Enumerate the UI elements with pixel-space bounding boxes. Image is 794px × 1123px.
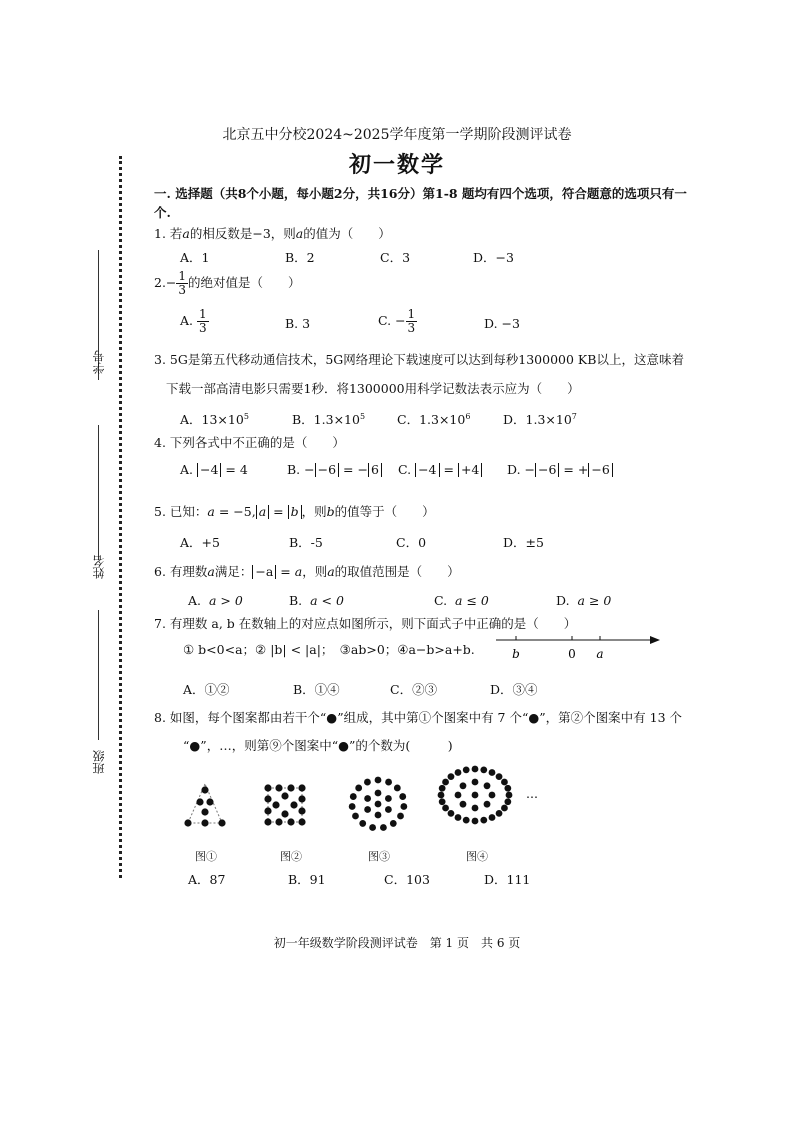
pattern-2 <box>264 784 305 825</box>
q8-option-a[interactable]: A．87 <box>188 872 226 887</box>
pattern-dot <box>439 798 446 805</box>
pattern-dot <box>400 803 407 810</box>
pattern-dot <box>201 819 208 826</box>
q3-a-base: A．13×10 <box>180 412 244 427</box>
q5-option-d[interactable]: D．±5 <box>503 535 544 550</box>
q1-option-d[interactable]: D．−3 <box>473 250 514 265</box>
pattern-dot <box>298 818 305 825</box>
q2-option-b[interactable]: B. 3 <box>285 316 311 331</box>
pattern-dot <box>399 793 406 800</box>
q2-c-den: 3 <box>407 321 416 335</box>
student-id-label: 学号 <box>92 350 106 374</box>
class-field[interactable] <box>60 610 120 785</box>
q3-d-exp: 7 <box>571 411 577 421</box>
q4-option-a[interactable] <box>180 462 248 477</box>
pattern-dot <box>489 792 496 799</box>
q1-var: a <box>182 226 190 241</box>
pattern-dot <box>298 784 305 791</box>
q4-a-label: A. <box>180 462 194 477</box>
pattern-dot <box>489 814 496 821</box>
question-3-line2: 下载一部高清电影只需要1秒．将1300000用科学记数法表示应为（ ） <box>166 381 580 396</box>
q3-d-base: D．1.3×10 <box>503 412 572 427</box>
q1-var2: a <box>295 226 304 241</box>
q3-option-d[interactable] <box>503 410 577 428</box>
q1-text-c: 的值为（ ） <box>303 226 391 241</box>
q4-d-abs2: −6 <box>588 463 612 477</box>
q4-a-rest: = 4 <box>221 462 248 477</box>
q2-suffix: 的绝对值是（ ） <box>188 275 301 290</box>
question-4-stem: 4. 下列各式中不正确的是（ ） <box>154 435 345 450</box>
pattern-dot <box>375 801 382 808</box>
pattern-dot <box>184 819 191 826</box>
q4-d-pre: − <box>520 462 536 477</box>
q4-c-abs1: −4 <box>415 463 439 477</box>
q5-var-a: a <box>207 504 215 519</box>
q4-d-abs1: −6 <box>535 463 559 477</box>
pattern-1 <box>184 784 225 827</box>
q4-a-abs: −4 <box>197 463 221 477</box>
q6-text-b: 满足： <box>214 564 253 579</box>
pattern-dot <box>364 806 371 813</box>
q6-c-label: C. <box>434 593 448 608</box>
q5-abs-b-var: b <box>290 504 299 519</box>
question-3-line1: 3. 5G是第五代移动通信技术，5G网络理论下载速度可以达到每秒1300000 KB以上，这意味着 <box>154 352 684 367</box>
q5-text-c: 的值等于（ ） <box>334 504 435 519</box>
pattern-dot <box>448 773 455 780</box>
pattern-dot <box>489 769 496 776</box>
q6-d-label: D. <box>556 593 570 608</box>
q2-fraction <box>176 270 188 297</box>
pattern-dot <box>496 810 503 817</box>
pattern-dot <box>201 808 208 815</box>
caption-fig-2: 图② <box>280 850 302 863</box>
q2-option-c[interactable] <box>378 308 417 335</box>
q6-var3: a <box>327 564 335 579</box>
pattern-dot <box>504 798 511 805</box>
q5-text-b: ，则 <box>301 504 327 519</box>
label-a: a <box>596 647 604 661</box>
pattern-dot <box>480 766 487 773</box>
q4-b-mid: = − <box>339 462 368 477</box>
q6-option-a[interactable] <box>188 593 243 608</box>
q4-option-c[interactable] <box>398 462 482 477</box>
q1-option-a[interactable]: A．1 <box>180 250 210 265</box>
q3-b-exp: 5 <box>359 411 366 421</box>
q3-option-b[interactable] <box>292 410 365 428</box>
q6-var: a <box>207 564 215 579</box>
pattern-3-dots <box>349 777 408 831</box>
q6-a-expr: a > 0 <box>208 593 243 608</box>
q2-c-fraction <box>406 308 418 335</box>
pattern-dot <box>281 810 288 817</box>
pattern-dot <box>448 810 455 817</box>
q5-text-a: 5. 已知： <box>154 504 208 519</box>
pattern-dot <box>298 807 305 814</box>
pattern-dot <box>460 801 467 808</box>
q3-a-exp: 5 <box>243 411 249 421</box>
pattern-dot <box>218 819 225 826</box>
q3-b-base: B．1.3×10 <box>292 412 360 427</box>
pattern-dot <box>385 779 392 786</box>
pattern-ellipsis: … <box>526 787 538 801</box>
q4-b-abs1: −6 <box>315 463 339 477</box>
number-line-arrow <box>650 636 660 644</box>
caption-fig-1: 图① <box>195 850 217 863</box>
q3-option-c[interactable] <box>397 410 470 428</box>
q6-c-expr: a ≤ 0 <box>455 593 489 608</box>
q2-den: 3 <box>178 283 187 297</box>
pattern-dot <box>397 813 404 820</box>
q6-abs: −a <box>252 565 276 579</box>
q6-option-b[interactable] <box>289 593 344 608</box>
pattern-dot <box>275 818 282 825</box>
pattern-dot <box>385 806 392 813</box>
q5-var-b: b <box>326 504 335 519</box>
q3-c-exp: 6 <box>465 411 471 421</box>
q7-option-a[interactable]: A．①② <box>183 682 230 697</box>
pattern-1-dots <box>184 786 225 826</box>
pattern-dot <box>455 814 462 821</box>
q6-text-d: 的取值范围是（ ） <box>334 564 460 579</box>
pattern-dot <box>275 784 282 791</box>
q6-text-c: ，则 <box>302 564 328 579</box>
pattern-dot <box>375 790 382 797</box>
pattern-2-dots <box>264 784 305 825</box>
pattern-dot <box>201 786 208 793</box>
pattern-dot <box>359 820 366 827</box>
pattern-dot <box>375 812 382 819</box>
number-line-figure <box>494 630 664 664</box>
question-7-stem: 7. 有理数 a, b 在数轴上的对应点如图所示，则下面式子中正确的是（ ） <box>154 616 577 631</box>
q4-c-label: C. <box>398 462 412 477</box>
q4-option-d[interactable] <box>507 462 613 477</box>
q5-option-a[interactable]: A．+5 <box>180 535 220 550</box>
pattern-dot <box>287 818 294 825</box>
q2-a-fraction <box>197 308 209 335</box>
question-1-stem <box>154 224 391 242</box>
class-line[interactable] <box>98 610 99 740</box>
pattern-dot <box>264 795 271 802</box>
q5-option-c[interactable]: C．0 <box>396 535 427 550</box>
question-7-statements: ① b<0<a；② |b| < |a|； ③ab>0；④a−b>a+b. <box>183 642 475 657</box>
pattern-dot <box>496 773 503 780</box>
q6-b-label: B. <box>289 593 303 608</box>
pattern-dot <box>375 777 382 784</box>
question-5-stem <box>154 502 435 520</box>
pattern-dot <box>272 801 279 808</box>
label-zero: 0 <box>568 647 576 661</box>
q7-option-d[interactable]: D．③④ <box>490 682 538 697</box>
student-name-field[interactable] <box>60 425 120 585</box>
q1-text-b: 的相反数是−3，则 <box>189 226 296 241</box>
pattern-dot <box>438 792 445 799</box>
q6-a-label: A. <box>188 593 202 608</box>
q5-abs-a-var: a <box>258 504 267 519</box>
pattern-dot <box>390 820 397 827</box>
caption-fig-4: 图④ <box>466 850 488 863</box>
q3-option-a[interactable] <box>180 410 249 428</box>
label-b: b <box>512 647 520 661</box>
q8-option-c[interactable]: C．103 <box>384 872 430 887</box>
q4-option-b[interactable] <box>287 462 382 477</box>
pattern-dot <box>355 785 362 792</box>
q4-d-label: D. <box>507 462 521 477</box>
exam-header: 北京五中分校2024~2025学年度第一学期阶段测评试卷 <box>222 127 572 143</box>
pattern-dot <box>442 805 449 812</box>
pattern-dot <box>455 769 462 776</box>
q5-expr: = −5, <box>214 504 256 519</box>
q8-option-d[interactable]: D．111 <box>484 872 531 887</box>
question-8-line2: “●”，…，则第⑨个图案中“●”的个数为( ) <box>183 738 453 753</box>
pattern-dot <box>472 818 479 825</box>
question-6-stem <box>154 562 460 580</box>
pattern-dot <box>472 792 479 799</box>
q5-abs-a <box>256 505 269 519</box>
pattern-dot <box>349 803 356 810</box>
q1-text-a: 1. 若 <box>154 226 183 241</box>
question-8-line1: 8. 如图，每个图案都由若干个“●”组成，其中第①个图案中有 7 个“●”，第②个图案中有 13 个 <box>154 710 683 725</box>
pattern-dot <box>264 807 271 814</box>
q6-d-expr: a ≥ 0 <box>577 593 612 608</box>
pattern-dot <box>501 779 508 786</box>
q2-a-label: A. <box>180 313 194 328</box>
q6-b-expr: a < 0 <box>310 593 344 608</box>
q7-option-b[interactable]: B．①④ <box>293 682 340 697</box>
pattern-3 <box>349 777 408 831</box>
pattern-dot <box>484 782 491 789</box>
pattern-dot <box>472 779 479 786</box>
pattern-dot <box>364 779 371 786</box>
pattern-dot <box>298 795 305 802</box>
q8-option-b[interactable]: B．91 <box>288 872 326 887</box>
dot-pattern-figures <box>170 760 550 840</box>
q6-eq: = <box>276 564 295 579</box>
q3-c-base: C．1.3×10 <box>397 412 466 427</box>
page-footer: 初一年级数学阶段测评试卷 第 1 页 共 6 页 <box>273 936 521 950</box>
q5-option-b[interactable]: B．-5 <box>289 535 323 550</box>
pattern-dot <box>352 813 359 820</box>
q4-b-abs2: 6 <box>368 463 382 477</box>
q2-c-num: 1 <box>407 307 416 321</box>
pattern-dot <box>463 817 470 824</box>
pattern-dot <box>264 818 271 825</box>
pattern-dot <box>281 792 288 799</box>
pattern-dot <box>463 766 470 773</box>
q5-eq: = <box>269 504 288 519</box>
q4-c-mid: = <box>439 462 458 477</box>
pattern-dot <box>287 784 294 791</box>
pattern-dot <box>484 801 491 808</box>
q2-c-label: C. − <box>378 313 406 328</box>
q2-option-d[interactable]: D. −3 <box>484 316 520 331</box>
student-name-line[interactable] <box>98 425 99 560</box>
pattern-dot <box>290 801 297 808</box>
pattern-dot <box>394 785 401 792</box>
pattern-dot <box>472 805 479 812</box>
student-id-field[interactable] <box>60 250 120 390</box>
q4-b-label: B. <box>287 462 301 477</box>
q6-option-d[interactable] <box>556 593 611 608</box>
pattern-dot <box>364 795 371 802</box>
pattern-dot <box>455 792 462 799</box>
q1-option-b[interactable]: B．2 <box>285 250 315 265</box>
subject-title: 初一数学 <box>348 152 445 178</box>
pattern-dot <box>264 784 271 791</box>
q4-c-abs2: +4 <box>458 463 482 477</box>
student-name-label: 姓名 <box>92 555 106 579</box>
q5-abs-b <box>288 505 302 519</box>
section-title: 一. 选择题（共8个小题，每小题2分，共16分）第1-8 题均有四个选项，符合题意的选项只有一个. <box>154 186 687 220</box>
q4-d-mid: = + <box>559 462 589 477</box>
pattern-dot <box>504 785 511 792</box>
pattern-dot <box>460 782 467 789</box>
pattern-4 <box>438 766 513 825</box>
pattern-dot <box>439 785 446 792</box>
q4-b-pre: − <box>300 462 315 477</box>
pattern-dot <box>350 793 357 800</box>
pattern-4-dots <box>438 766 513 825</box>
pattern-dot <box>506 792 513 799</box>
pattern-dot <box>206 798 213 805</box>
q2-a-den: 3 <box>199 321 207 335</box>
q1-option-c[interactable]: C．3 <box>380 250 411 265</box>
q2-num: 1 <box>178 269 187 283</box>
q6-option-c[interactable] <box>434 593 489 608</box>
pattern-dot <box>196 798 203 805</box>
pattern-dot <box>472 766 479 773</box>
pattern-dot <box>380 824 387 831</box>
q2-prefix: 2.− <box>154 275 177 290</box>
class-label: 班级 <box>92 750 106 774</box>
q6-text-a: 6. 有理数 <box>154 564 208 579</box>
pattern-dot <box>480 817 487 824</box>
caption-fig-3: 图③ <box>368 850 390 863</box>
pattern-dot <box>369 824 376 831</box>
pattern-dot <box>442 779 449 786</box>
q2-option-a[interactable] <box>180 308 209 335</box>
pattern-dot <box>501 805 508 812</box>
q2-a-num: 1 <box>199 307 207 321</box>
question-2-stem <box>154 270 301 297</box>
q7-option-c[interactable]: C．②③ <box>390 682 438 697</box>
q6-var2: a <box>294 564 303 579</box>
pattern-dot <box>385 795 392 802</box>
